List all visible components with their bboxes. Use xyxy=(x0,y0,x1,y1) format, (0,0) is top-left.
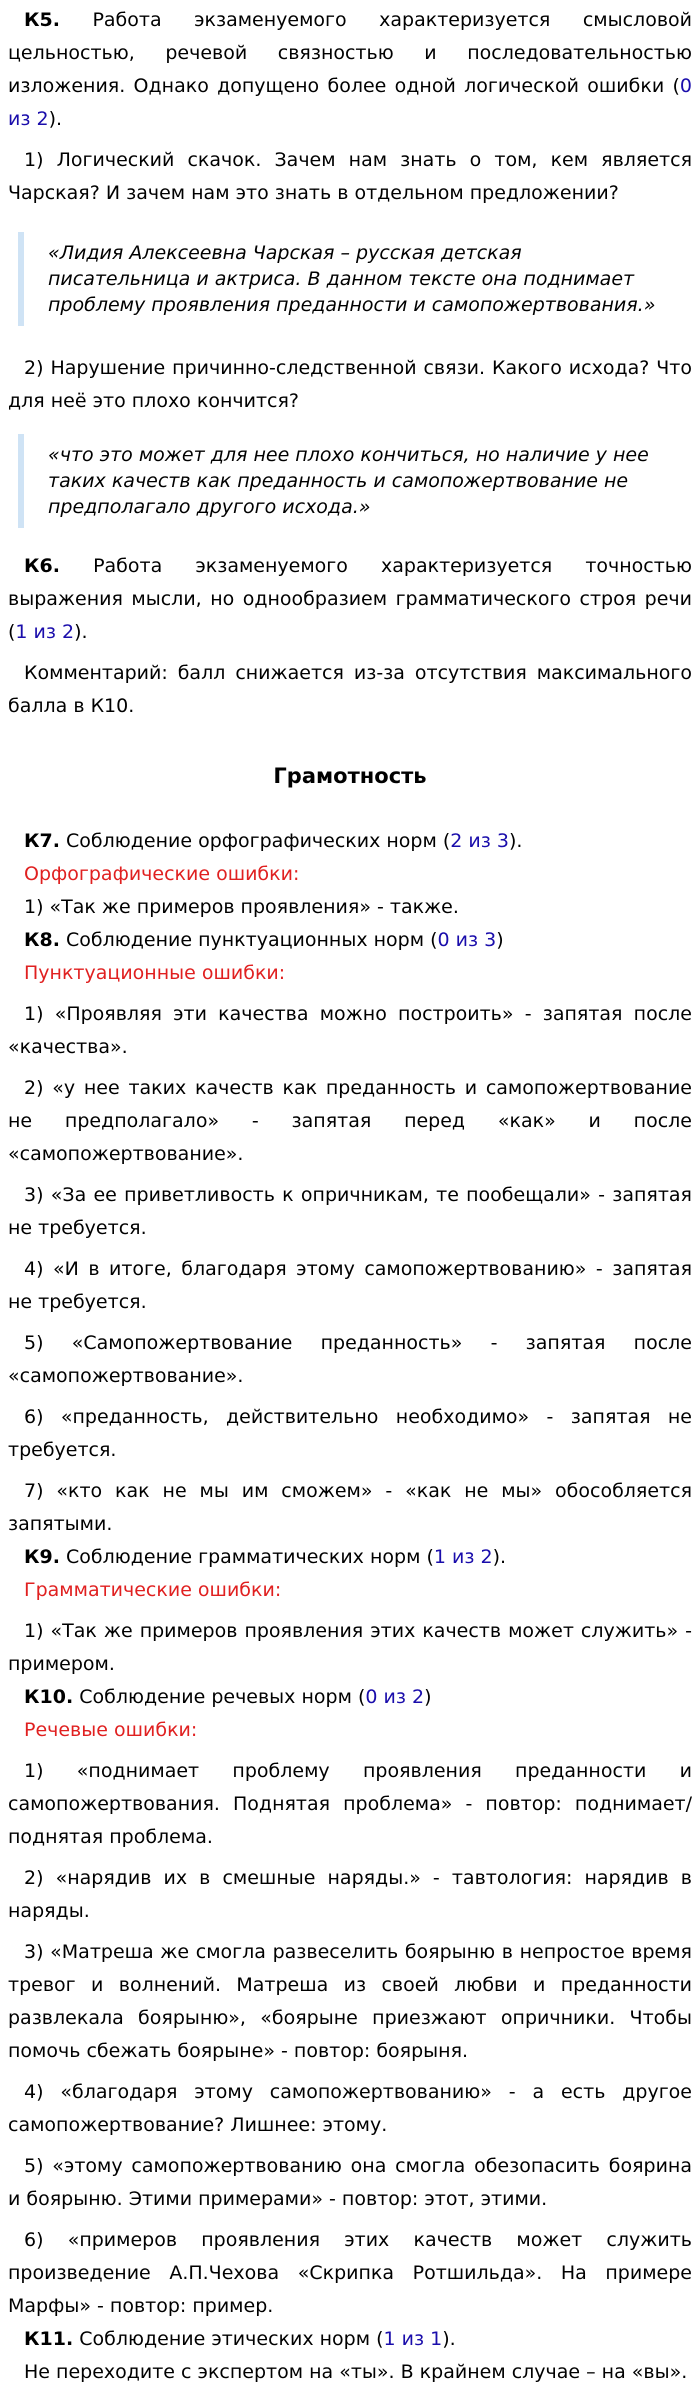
list-item: 1) «Так же примеров проявления этих качеств может служить» - примером. xyxy=(8,1620,692,1675)
section-title: Грамотность xyxy=(273,764,427,788)
essay-review xyxy=(0,4,700,2389)
k8-score: 0 из 3 xyxy=(437,929,497,951)
list-item: 3) «За ее приветливость к опричникам, те пообещали» - запятая не требуется. xyxy=(8,1184,692,1239)
list-item: 1) «Проявляя эти качества можно построить» - запятая после «качества». xyxy=(8,1003,692,1058)
k5-label: К5. xyxy=(24,9,60,31)
k8-errors-title: Пунктуационные ошибки: xyxy=(24,962,286,984)
k6-label: К6. xyxy=(24,555,60,577)
k9-criterion: К9. Соблюдение грамматических норм (1 из 2). xyxy=(24,1546,507,1568)
k5-quote-2: «что это может для нее плохо кончиться, но наличие у нее таких качеств как преданность и самопожертвование не предполагало другого исхода.» xyxy=(18,434,692,528)
list-item: 5) «Самопожертвование преданность» - запятая после «самопожертвование». xyxy=(8,1332,692,1387)
k9-label: К9. xyxy=(24,1546,60,1568)
list-item: 1) «Так же примеров проявления» - также. xyxy=(24,896,459,918)
k7-score: 2 из 3 xyxy=(450,830,509,852)
k5-error-2: 2) Нарушение причинно-следственной связи. Какого исхода? Что для неё это плохо кончится? xyxy=(8,357,692,412)
k10-criterion: К10. Соблюдение речевых норм (0 из 2) xyxy=(24,1686,432,1708)
k7-errors-title: Орфографические ошибки: xyxy=(24,863,300,885)
list-item: 4) «благодаря этому самопожертвованию» - а есть другое самопожертвование? Лишнее: этому. xyxy=(8,2081,692,2136)
k10-label: К10. xyxy=(24,1686,74,1708)
k9-errors-title: Грамматические ошибки: xyxy=(24,1579,282,1601)
list-item: 6) «примеров проявления этих качеств может служить произведение А.П.Чехова «Скрипка Ротшильда». На примере Марфы» - повтор: пример. xyxy=(8,2229,692,2317)
list-item: 6) «преданность, действительно необходимо» - запятая не требуется. xyxy=(8,1406,692,1461)
k11-criterion: К11. Соблюдение этических норм (1 из 1). xyxy=(24,2328,456,2350)
k11-score: 1 из 1 xyxy=(383,2328,443,2350)
k5-criterion: К5. Работа экзаменуемого характеризуется смысловой цельностью, речевой связностью и последовательностью изложения. Однако допущено более одной логической ошибки (0 из 2). xyxy=(8,9,692,130)
k10-errors-title: Речевые ошибки: xyxy=(24,1719,198,1741)
k6-criterion: К6. Работа экзаменуемого характеризуется точностью выражения мысли, но однообразием грамматического строя речи (1 из 2). xyxy=(8,555,692,643)
k7-label: К7. xyxy=(24,830,60,852)
list-item: 3) «Матреша же смогла развеселить боярыню в непростое время тревог и волнений. Матреша из своей любви и преданности развлекала боярыню», «боярыне приезжают опричники. Чтобы помочь сбежать боярыне» - повтор: боярыня. xyxy=(8,1941,692,2062)
k6-comment: Комментарий: балл снижается из-за отсутствия максимального балла в К10. xyxy=(8,662,692,717)
k5-score: 0 из 2 xyxy=(8,75,692,130)
k8-label: К8. xyxy=(24,929,60,951)
list-item: 4) «И в итоге, благодаря этому самопожертвованию» - запятая не требуется. xyxy=(8,1258,692,1313)
list-item: 2) «нарядив их в смешные наряды.» - тавтология: нарядив в наряды. xyxy=(8,1867,692,1922)
k10-score: 0 из 2 xyxy=(365,1686,425,1708)
k11-note: Не переходите с экспертом на «ты». В крайнем случае – на «вы». xyxy=(24,2361,688,2383)
k9-score: 1 из 2 xyxy=(433,1546,493,1568)
k7-criterion: К7. Соблюдение орфографических норм (2 из 3). xyxy=(24,830,523,852)
list-item: 2) «у нее таких качеств как преданность и самопожертвование не предполагало» - запятая перед «как» и после «самопожертвование». xyxy=(8,1077,692,1165)
list-item: 5) «этому самопожертвованию она смогла обезопасить боярина и боярыню. Этими примерами» - повтор: этот, этими. xyxy=(8,2155,692,2210)
k8-criterion: К8. Соблюдение пунктуационных норм (0 из 3) xyxy=(24,929,504,951)
list-item: 1) «поднимает проблему проявления преданности и самопожертвования. Поднятая проблема» - повтор: поднимает/ поднятая проблема. xyxy=(8,1760,692,1848)
k5-error-1: 1) Логический скачок. Зачем нам знать о том, кем является Чарская? И зачем нам это знать в отдельном предложении? xyxy=(8,149,692,204)
k6-score: 1 из 2 xyxy=(15,621,75,643)
list-item: 7) «кто как не мы им сможем» - «как не мы» обособляется запятыми. xyxy=(8,1480,692,1535)
k11-label: К11. xyxy=(24,2328,74,2350)
k5-quote-1: «Лидия Алексеевна Чарская – русская детская писательница и актриса. В данном тексте она поднимает проблему проявления преданности и самопожертвования.» xyxy=(18,232,692,326)
